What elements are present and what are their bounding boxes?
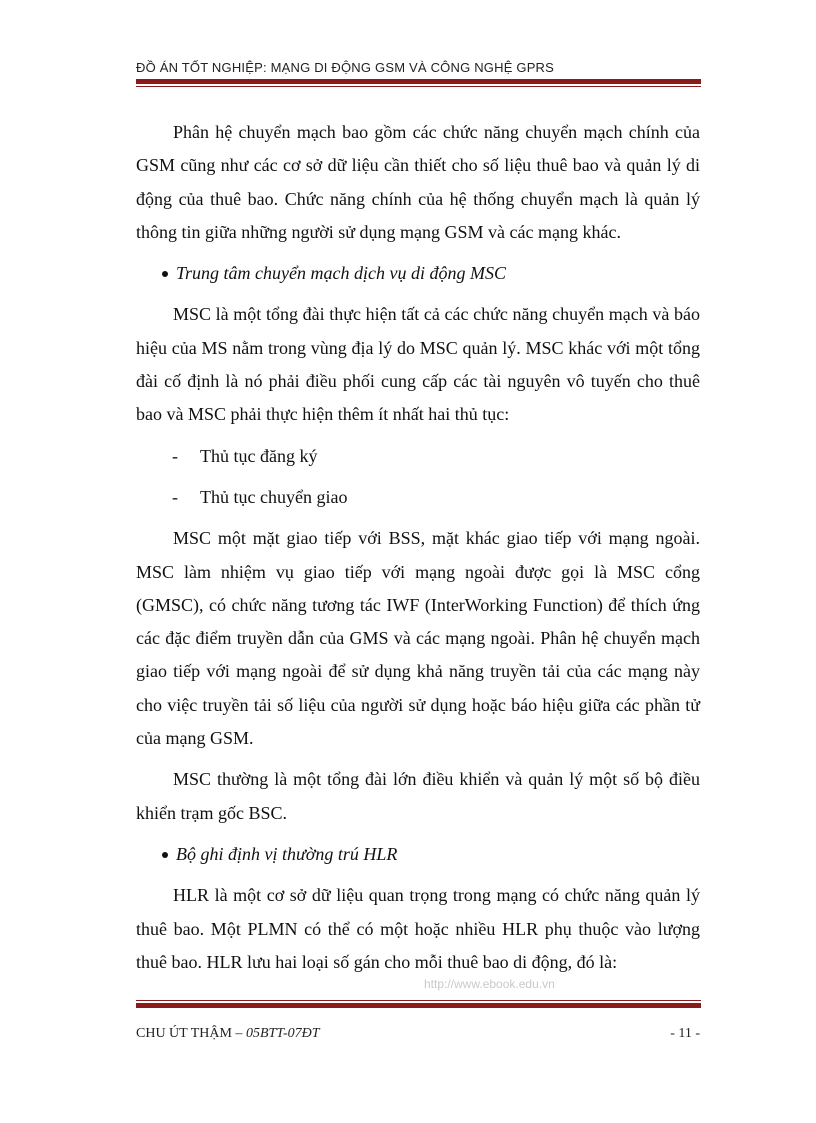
paragraph-msc-definition: MSC là một tổng đài thực hiện tất cả các chức năng chuyển mạch và báo hiệu của MS nằm trong vùng địa lý do MSC quản lý. MSC khác với một tổng đài cố định là nó phải điều phối cung cấp các tài nguyên vô tuyến cho thuê bao và MSC phải thực hiện thêm ít nhất hai thủ tục: bbox=[136, 304, 700, 425]
bullet-heading-hlr bbox=[136, 838, 700, 871]
bullet-heading-msc bbox=[136, 257, 700, 290]
footer-author-name: CHU ÚT THẬM – bbox=[136, 1026, 246, 1041]
header-rule-thin bbox=[136, 86, 701, 87]
footer-author bbox=[136, 1026, 320, 1042]
watermark-url: http://www.ebook.edu.vn bbox=[424, 977, 555, 991]
paragraph-msc-bsc: MSC thường là một tổng đài lớn điều khiển và quản lý một số bộ điều khiển trạm gốc BSC. bbox=[136, 769, 700, 823]
list-item-text: Thủ tục chuyển giao bbox=[200, 486, 348, 507]
bullet-text: Bộ ghi định vị thường trú HLR bbox=[176, 843, 398, 864]
list-item-registration bbox=[136, 440, 700, 473]
list-item-text: Thủ tục đăng ký bbox=[200, 445, 318, 466]
page-number: - 11 - bbox=[670, 1026, 700, 1041]
list-item-handover bbox=[136, 481, 700, 514]
footer-rule-thick bbox=[136, 1003, 701, 1008]
bullet-dot-icon bbox=[162, 852, 168, 858]
paragraph-msc-interfaces: MSC một mặt giao tiếp với BSS, mặt khác giao tiếp với mạng ngoài. MSC làm nhiệm vụ giao tiếp với mạng ngoài được gọi là MSC cổng (GMSC), có chức năng tương tác IWF (InterWorking Function) để thích ứng các đặc điểm truyền dẫn của GMS và các mạng ngoài. Phân hệ chuyển mạch giao tiếp với mạng ngoài để sử dụng khả năng truyền tải của các mạng này cho việc truyền tải số liệu của người sử dụng hoặc báo hiệu giữa các phần tử của mạng GSM. bbox=[136, 528, 700, 749]
paragraph-switching-subsystem: Phân hệ chuyển mạch bao gồm các chức năng chuyển mạch chính của GSM cũng như các cơ sở dữ liệu cần thiết cho số liệu thuê bao và quản lý di động của thuê bao. Chức năng chính của hệ thống chuyển mạch là quản lý thông tin giữa những người sử dụng mạng GSM và các mạng khác. bbox=[136, 122, 700, 242]
bullet-text: Trung tâm chuyển mạch dịch vụ di động MSC bbox=[176, 263, 506, 284]
footer-class-code: 05BTT-07ĐT bbox=[245, 1026, 320, 1041]
page-body bbox=[136, 116, 700, 979]
dash-marker: - bbox=[172, 445, 178, 466]
footer-rule-thin bbox=[136, 1000, 701, 1001]
paragraph-hlr-definition: HLR là một cơ sở dữ liệu quan trọng trong mạng có chức năng quản lý thuê bao. Một PLMN có thể có một hoặc nhiều HLR phụ thuộc vào lượng thuê bao. HLR lưu hai loại số gán cho mỗi thuê bao di động, đó là: bbox=[136, 885, 700, 972]
header-rule-thick bbox=[136, 79, 701, 84]
dash-marker: - bbox=[172, 486, 178, 507]
header-title: ĐỒ ÁN TỐT NGHIỆP: MẠNG DI ĐỘNG GSM VÀ CÔNG NGHỆ GPRS bbox=[136, 60, 555, 75]
